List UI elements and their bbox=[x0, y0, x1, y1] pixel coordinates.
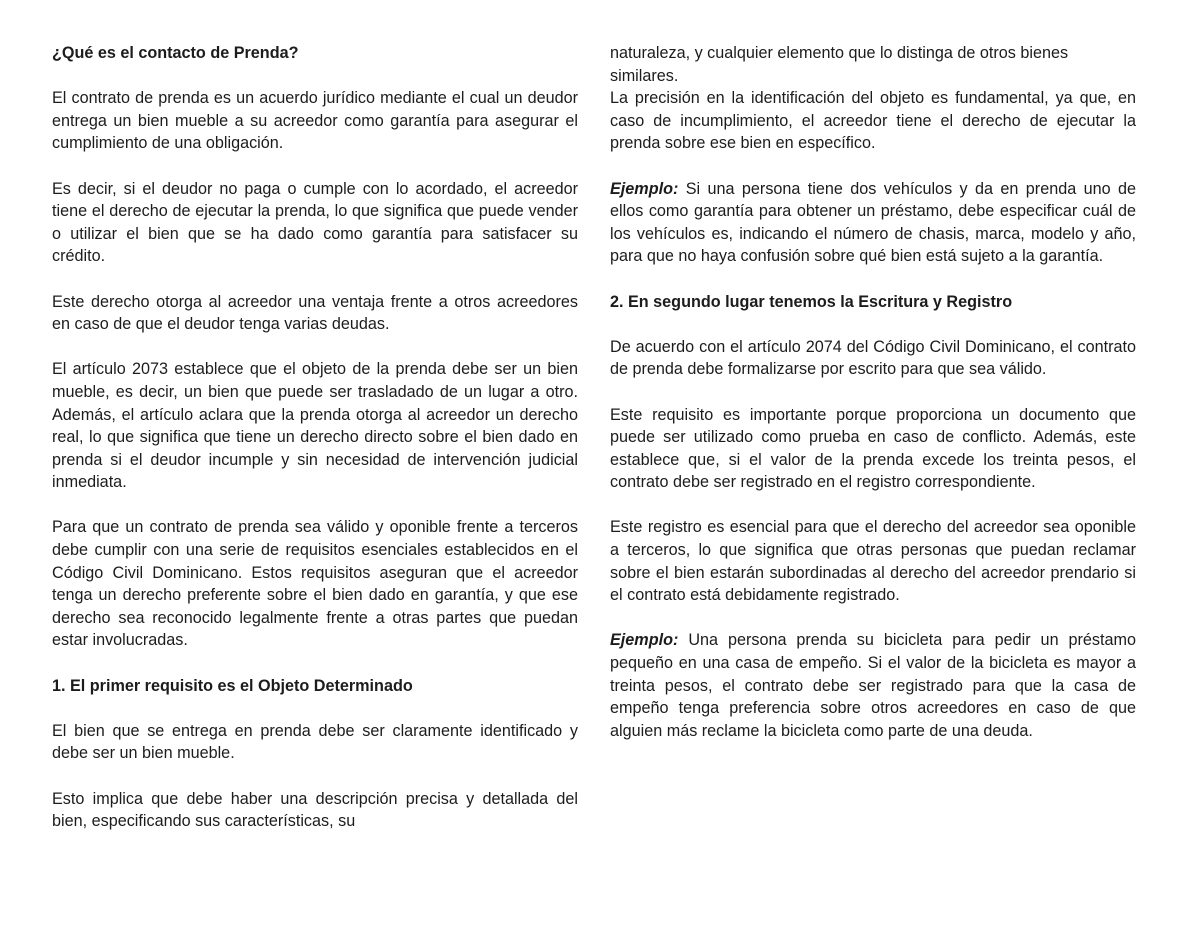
paragraph-objeto: El bien que se entrega en prenda debe ser claramente identificado y debe ser un bien mueble. bbox=[52, 721, 578, 763]
paragraph-prueba: Este requisito es importante porque proporciona un documento que puede ser utilizado como prueba en caso de conflicto. Además, este establece que, si el valor de la prenda excede los treinta pesos, el contrato debe ser registrado en el registro correspondiente. bbox=[610, 405, 1136, 492]
paragraph-requirements: Para que un contrato de prenda sea válido y oponible frente a terceros debe cumplir con una serie de requisitos esenciales establecidos en el Código Civil Dominicano. Estos requisitos aseguran que el acreedor tenga un derecho preferente sobre el bien dado en garantía, y que ese derecho sea reconocido legalmente frente a otras partes que puedan estar involucradas. bbox=[52, 518, 578, 650]
paragraph-definition: El contrato de prenda es un acuerdo jurídico mediante el cual un deudor entrega un bien mueble a su acreedor como garantía para asegurar el cumplimiento de una obligación. bbox=[52, 89, 578, 153]
example-bicicleta bbox=[610, 629, 1136, 742]
paragraph-article-2073: El artículo 2073 establece que el objeto de la prenda debe ser un bien mueble, es decir, un bien que puede ser trasladado de un lugar a otro. Además, el artículo aclara que la prenda otorga al acreedor un derecho real, lo que significa que tiene un derecho directo sobre el bien dado en prenda si el deudor incumple y sin necesidad de intervención judicial inmediata. bbox=[52, 360, 578, 492]
example-label: Ejemplo: bbox=[610, 179, 679, 198]
paragraph-explanation: Es decir, si el deudor no paga o cumple con lo acordado, el acreedor tiene el derecho de ejecutar la prenda, lo que significa que puede vender o utilizar el bien que se ha dado como garantía para satisfacer su crédito. bbox=[52, 179, 578, 266]
paragraph-article-2074: De acuerdo con el artículo 2074 del Código Civil Dominicano, el contrato de prenda debe formalizarse por escrito para que sea válido. bbox=[610, 337, 1136, 379]
paragraph-precision: La precisión en la identificación del objeto es fundamental, ya que, en caso de incumplimiento, el acreedor tiene el derecho de ejecutar la prenda sobre ese bien en específico. bbox=[610, 89, 1136, 153]
document-title: ¿Qué es el contacto de Prenda? bbox=[52, 44, 299, 62]
paragraph-descripcion: Esto implica que debe haber una descripción precisa y detallada del bien, especificando sus características, su bbox=[52, 789, 578, 831]
paragraph-registro: Este registro es esencial para que el derecho del acreedor sea oponible a terceros, lo que significa que otras personas que puedan reclamar sobre el bien estarán subordinadas al derecho del acreedor prendario si el contrato está debidamente registrado. bbox=[610, 518, 1136, 605]
section-heading-escritura: 2. En segundo lugar tenemos la Escritura y Registro bbox=[610, 292, 1013, 311]
example-vehiculos bbox=[610, 178, 1136, 268]
section-heading-objeto: 1. El primer requisito es el Objeto Determinado bbox=[52, 676, 413, 695]
left-column bbox=[52, 42, 578, 833]
right-column bbox=[610, 42, 1136, 742]
example-text: Una persona prenda su bicicleta para pedir un préstamo pequeño en una casa de empeño. Si el valor de la bicicleta es mayor a treinta pesos, el contrato debe ser registrado para que la casa de empeño tenga preferencia sobre otros acreedores en caso de que alguien más reclame la bicicleta como parte de una deuda. bbox=[610, 631, 1136, 740]
example-label: Ejemplo: bbox=[610, 631, 679, 650]
example-text: Si una persona tiene dos vehículos y da en prenda uno de ellos como garantía para obtener un préstamo, debe especificar cuál de los vehículos es, indicando el número de chasis, marca, modelo y año, para que no haya confusión sobre qué bien está sujeto a la garantía. bbox=[610, 179, 1136, 266]
paragraph-continuation: naturaleza, y cualquier elemento que lo distinga de otros bienes similares. bbox=[610, 44, 1069, 85]
paragraph-advantage: Este derecho otorga al acreedor una ventaja frente a otros acreedores en caso de que el deudor tenga varias deudas. bbox=[52, 292, 578, 334]
